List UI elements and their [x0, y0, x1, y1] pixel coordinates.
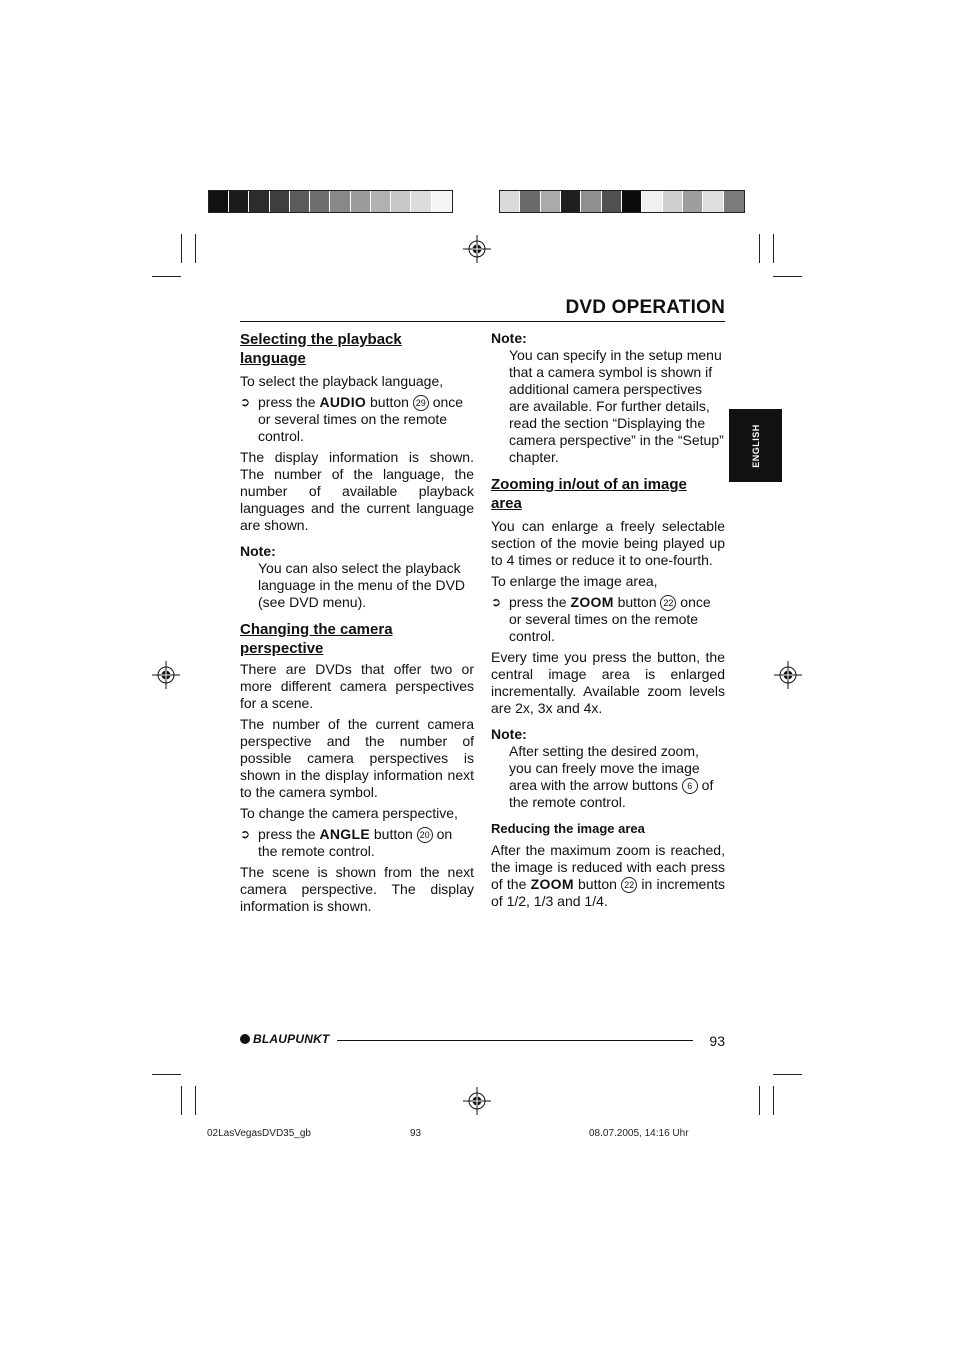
calibration-swatch [642, 191, 662, 212]
paragraph: The display information is shown. The number of the language, the number of available playback languages and the current language are shown. [240, 449, 474, 533]
calibration-swatch [561, 191, 581, 212]
page-title: DVD OPERATION [565, 297, 725, 318]
calibration-swatch [663, 191, 683, 212]
slug-date: 08.07.2005, 14:16 Uhr [589, 1128, 689, 1139]
crop-mark [759, 1086, 760, 1115]
note-text: You can specify in the setup menu that a camera symbol is shown if additional camera perspectives are available. For further details, read the section “Displaying the camera perspective” in the “Setup” chapter. [509, 347, 724, 465]
instruction-step: ➲ press the AUDIO button 29 once or several times on the remote control. [240, 394, 464, 444]
note-label: Note: [240, 543, 276, 559]
instruction-step: ➲ press the ANGLE button 20 on the remote control. [240, 826, 453, 859]
calibration-swatch [520, 191, 540, 212]
note-label: Note: [491, 330, 527, 346]
calibration-swatch [391, 191, 411, 212]
title-rule [240, 321, 725, 322]
registration-mark-icon [152, 661, 180, 689]
brand-dot-icon [240, 1034, 250, 1044]
arrow-icon: ➲ [240, 827, 251, 841]
footer-rule [337, 1040, 693, 1041]
crop-mark [181, 1086, 182, 1115]
page-number: 93 [709, 1033, 725, 1049]
brand-name: BLAUPUNKT [253, 1032, 330, 1046]
arrow-icon: ➲ [491, 595, 502, 609]
calibration-swatch [411, 191, 431, 212]
calibration-swatch [209, 191, 229, 212]
calibration-swatch [703, 191, 723, 212]
paragraph: To enlarge the image area, [491, 573, 658, 589]
crop-mark [181, 234, 182, 263]
calibration-swatch [541, 191, 561, 212]
note-text: After setting the desired zoom, you can freely move the image area with the arrow buttons 6 of the remote control. [509, 743, 714, 810]
paragraph: The number of the current camera perspective and the number of possible camera perspectives is shown in the display information next to the camera symbol. [240, 716, 474, 800]
crop-mark [195, 234, 196, 263]
color-calibration-strip-left [208, 190, 453, 213]
color-calibration-strip-right [499, 190, 745, 213]
calibration-swatch [330, 191, 350, 212]
calibration-swatch [290, 191, 310, 212]
registration-mark-icon [463, 235, 491, 263]
arrow-icon: ➲ [240, 395, 251, 409]
section-heading-camera-perspective: Changing the camera perspective [240, 621, 393, 657]
slug-page: 93 [410, 1128, 422, 1139]
calibration-swatch [229, 191, 249, 212]
button-number-badge: 22 [621, 877, 637, 893]
paragraph: There are DVDs that offer two or more different camera perspectives for a scene. [240, 661, 474, 711]
registration-mark-icon [463, 1087, 491, 1115]
calibration-swatch [310, 191, 330, 212]
instruction-step: ➲ press the ZOOM button 22 once or several times on the remote control. [491, 594, 711, 644]
calibration-swatch [500, 191, 520, 212]
crop-mark [152, 1074, 181, 1075]
calibration-swatch [602, 191, 622, 212]
calibration-swatch [683, 191, 703, 212]
paragraph: Every time you press the button, the central image area is enlarged incrementally. Available zoom levels are 2x, 3x and 4x. [491, 649, 725, 716]
left-column [240, 330, 474, 915]
crop-mark [773, 276, 802, 277]
paragraph: To select the playback language, [240, 373, 444, 389]
crop-mark [152, 276, 181, 277]
slug-filename: 02LasVegasDVD35_gb [207, 1128, 311, 1139]
paragraph: You can enlarge a freely selectable section of the movie being played up to 4 times or reduce it to one-fourth. [491, 518, 725, 568]
crop-mark [773, 1074, 802, 1075]
calibration-swatch [581, 191, 601, 212]
crop-mark [773, 1086, 774, 1115]
button-number-badge: 20 [417, 827, 433, 843]
paragraph: To change the camera perspective, [240, 805, 458, 821]
calibration-swatch [432, 191, 452, 212]
calibration-swatch [270, 191, 290, 212]
calibration-swatch [622, 191, 642, 212]
calibration-swatch [351, 191, 371, 212]
subheading-reducing: Reducing the image area [491, 821, 645, 836]
registration-mark-icon [774, 661, 802, 689]
calibration-swatch [371, 191, 391, 212]
calibration-swatch [724, 191, 744, 212]
button-number-badge: 22 [660, 595, 676, 611]
right-column [491, 330, 725, 910]
button-number-badge: 29 [413, 395, 429, 411]
note-text: You can also select the playback language in the menu of the DVD (see DVD menu). [258, 560, 466, 610]
section-heading-playback-language: Selecting the playback language [240, 331, 402, 367]
crop-mark [195, 1086, 196, 1115]
brand-logo [240, 1032, 329, 1046]
crop-mark [759, 234, 760, 263]
crop-mark [773, 234, 774, 263]
calibration-swatch [249, 191, 269, 212]
language-tab-label: ENGLISH [750, 423, 761, 468]
paragraph: After the maximum zoom is reached, the image is reduced with each press of the ZOOM button 22 in increments of 1/2, 1/3 and 1/4. [491, 842, 725, 909]
button-number-badge: 6 [682, 778, 698, 794]
note-label: Note: [491, 726, 527, 742]
language-tab [729, 409, 782, 482]
section-heading-zoom: Zooming in/out of an image area [491, 476, 687, 512]
paragraph: The scene is shown from the next camera perspective. The display information is shown. [240, 864, 474, 914]
